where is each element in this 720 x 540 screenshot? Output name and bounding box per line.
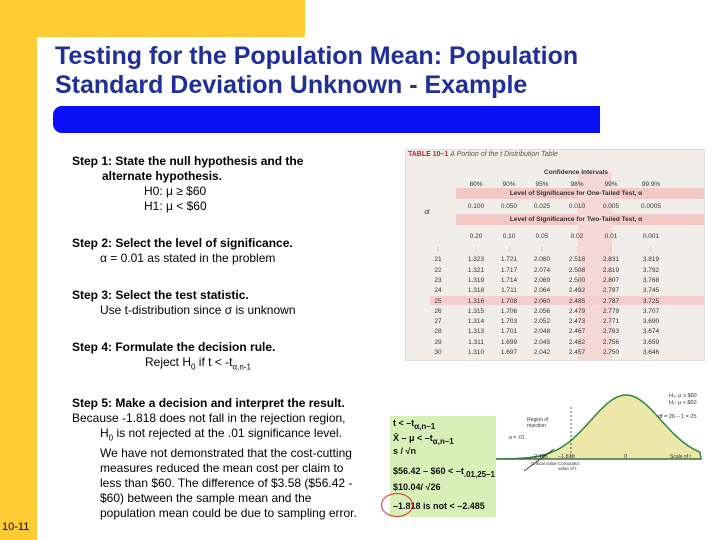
eq2: X̄ – μ [393,433,415,443]
step5-h: H [100,426,109,441]
eq-line5: $10.04/ √26 [393,482,441,492]
table-cell: 1.311 [468,338,484,346]
step5-title: Step 5: Make a decision and interpret the result. [72,396,345,411]
computed-value-circle [381,493,413,517]
table-cell: 1.711 [501,287,517,295]
two-tail-value: 0.001 [642,233,660,240]
table-cell: 3.674 [642,328,660,336]
df-value: 24 [434,287,442,295]
df-value: 28 [434,328,442,336]
table-cell: 2.473 [568,318,586,326]
df-value: 29 [434,338,442,346]
step1-title-cont: alternate hypothesis. [102,169,223,183]
yellow-sidebar [0,0,37,540]
table-cell: : [475,246,477,253]
step4-text [72,355,392,374]
table-cell: 2.756 [602,338,620,346]
df-label: df [424,209,430,216]
graph-region-label: Region of rejection [527,417,549,429]
alt-hypothesis: H1: μ < $60 [144,199,207,213]
table-cell: 2.457 [568,349,586,356]
step5-line5: less than $60. The difference of $3.58 ($56.42 - [100,475,353,490]
step5-line2 [72,426,392,445]
table-cell: 2.508 [568,266,586,274]
graph-computed-value: –1.818 [558,454,575,460]
graph-alpha: α = .01 [509,435,525,441]
step2-title: Step 2: Select the level of significance. [72,236,293,250]
df-value: 30 [434,349,442,356]
step5-line1: Because -1.818 does not fall in the rejection region, [72,411,346,426]
table-cell: 1.314 [467,318,485,326]
table-cell: 1.697 [500,349,518,356]
step3-title: Step 3: Select the test statistic. [72,288,249,302]
graph-critical-value: –2.485 [531,454,548,460]
two-tail-value: 0.01 [604,233,618,240]
table-cell: 1.323 [467,256,485,264]
table-cell: 1.708 [500,297,518,305]
table-cell: 1.316 [467,297,485,305]
table-cell: 1.310 [467,349,485,356]
table-cell: 3.659 [642,338,660,346]
table-cell: 2.462 [568,338,586,346]
table-cell: 1.319 [467,276,485,284]
ci-value: 90% [502,181,516,188]
graph-h0: H₀: μ ≥ $60 [669,393,697,399]
table-cell: 2.807 [602,276,620,284]
table-cell: 2.750 [602,349,620,356]
graph-zero: 0 [624,454,628,460]
table-cell: 2.479 [568,307,586,315]
two-tail-value: 0.05 [535,233,549,240]
table-cell: 2.069 [533,276,551,284]
df-value: 21 [434,256,442,264]
df-value: 22 [434,266,442,274]
step5-h-sub: 0 [108,433,114,443]
table-cell: 2.056 [533,307,551,315]
ci-value: 99% [604,181,618,188]
table-cell: 1.706 [500,307,518,315]
eq-line1 [393,418,435,431]
eq4b: < –t [448,466,464,476]
table-cell: 2.518 [568,256,586,264]
table-cell: 1.703 [500,318,518,326]
table-cell: : [508,246,510,253]
table-cell: : [576,246,578,253]
one-tail-value: 0.100 [467,203,485,210]
table-cell: 2.819 [602,266,620,274]
step5-line7: population mean could be due to sampling error. [100,505,357,520]
eq4: $56.42 – $60 [393,466,446,476]
two-tail-value: 0.02 [570,233,584,240]
table-cell: 2.787 [602,297,620,305]
ci-header: Confidence Intervals [544,169,608,176]
table-cell: 3.745 [642,287,660,295]
df-value: 27 [434,318,442,326]
step1-title: Step 1: State the null hypothesis and the [72,154,304,168]
eq-line2 [393,433,454,446]
table-cell: 1.721 [500,256,518,264]
table-cell: 2.797 [602,287,620,295]
leader-line [524,449,554,471]
table-cell: 3.690 [642,318,660,326]
table-cell: 2.052 [533,318,551,326]
ci-value: 98% [570,181,584,188]
yellow-topbar [0,0,305,37]
graph-computed-label: Computed value of t [558,461,579,471]
table-subtitle: A Portion of the t Distribution Table [450,151,558,158]
table-cell: 2.779 [602,307,620,315]
table-cell: 2.831 [602,256,620,264]
table-cell: : [541,246,543,253]
df-value: 25 [434,297,442,305]
table-cell: 2.080 [533,256,551,264]
step4-title: Step 4: Formulate the decision rule. [72,340,276,354]
graph-df: df = 26 – 1 = 25 [658,414,697,420]
steps-text [72,154,392,521]
title-line-1: Testing for the Population Mean: Population [55,42,579,70]
null-hypothesis: H0: μ ≥ $60 [144,184,207,198]
one-tail-value: 0.005 [602,203,620,210]
ci-value: 80% [469,181,483,188]
table-cell: 1.321 [467,266,485,274]
two-tail-value: 0.20 [469,233,483,240]
df-value: : [437,246,439,253]
two-tail-value: 0.10 [502,233,516,240]
one-tail-value: 0.010 [568,203,586,210]
table-cell: 3.707 [642,307,660,315]
eq2b: < –t [417,433,433,443]
graph-hypotheses [669,393,697,407]
table-title-num: TABLE 10–1 [408,151,449,158]
table-cell: 2.064 [533,287,551,295]
step5-l2-rest: is not rejected at the .01 significance level. [113,426,342,441]
ci-value: 95% [535,181,549,188]
table-cell: 1.318 [467,287,485,295]
step4-b: if t < -t [195,355,233,369]
one-tail-header: Level of Significance for One-Tailed Test, α [509,190,643,197]
step3-text: Use t-distribution since σ is unknown [100,303,296,317]
eq1-sub: α,n–1 [414,421,436,431]
table-cell: : [650,246,652,253]
ci-value: 99.9% [641,181,661,188]
step5-line3: We have not demonstrated that the cost-cutting [100,445,352,460]
table-cell: 2.500 [568,276,586,284]
graph-h1: H₁: μ < $60 [669,400,697,406]
table-cell: 3.725 [642,297,660,305]
page-number: 10-11 [2,521,30,533]
step4-a: Reject H [145,355,192,369]
table-cell: 2.467 [568,328,586,336]
two-tail-header: Level of Significance for Two-Tailed Test, α [509,216,643,223]
table-cell: 2.485 [568,297,586,305]
eq-line3: s / √n [393,446,416,456]
step4-sub2: α,n-1 [232,362,251,372]
eq1: t < –t [393,418,415,428]
df-value: 23 [434,276,442,284]
eq-line6: –1.818 is not < –2.485 [393,501,485,511]
one-tail-value: 0.025 [533,203,551,210]
table-cell: 3.819 [642,256,660,264]
one-tail-value: 0.050 [500,203,518,210]
table-title [408,151,558,158]
graph-scale: Scale of t [670,454,691,460]
graph-critical-label: Critical value [531,461,557,466]
table-cell: : [610,246,612,253]
table-cell: 2.048 [533,328,551,336]
eq2b-sub: α,n–1 [432,436,454,446]
table-cell: 2.771 [602,318,620,326]
title-line-2: Standard Deviation Unknown - Example [55,71,528,99]
df-value: 26 [434,307,442,315]
table-cell: 1.717 [500,266,518,274]
table-cell: 2.492 [568,287,586,295]
step4-sub: 0 [191,362,196,372]
table-cell: 1.714 [500,276,518,284]
t-distribution-table [405,149,705,361]
table-cell: 1.315 [467,307,485,315]
step5-line4: measures reduced the mean cost per claim to [100,460,344,475]
step5-line6: $60) between the sample mean and the [100,490,312,505]
table-cell: 2.763 [602,328,620,336]
table-cell: 2.074 [533,266,551,274]
table-cell: 3.792 [642,266,660,274]
title-underline-bar [53,106,600,133]
step2-text: α = 0.01 as stated in the problem [100,251,276,265]
table-cell: 2.060 [533,297,551,305]
table-cell: 2.045 [533,338,551,346]
table-cell: 1.313 [467,328,485,336]
table-cell: 2.042 [533,349,551,356]
one-tail-value: 0.0005 [641,203,661,210]
table-cell: 3.646 [642,349,660,356]
table-cell: 3.768 [642,276,660,284]
page-title [55,42,655,100]
eq4b-sub: .01,25–1 [463,469,495,479]
eq-line4 [393,466,495,479]
table-cell: 1.699 [500,338,518,346]
table-cell: 1.701 [500,328,518,336]
